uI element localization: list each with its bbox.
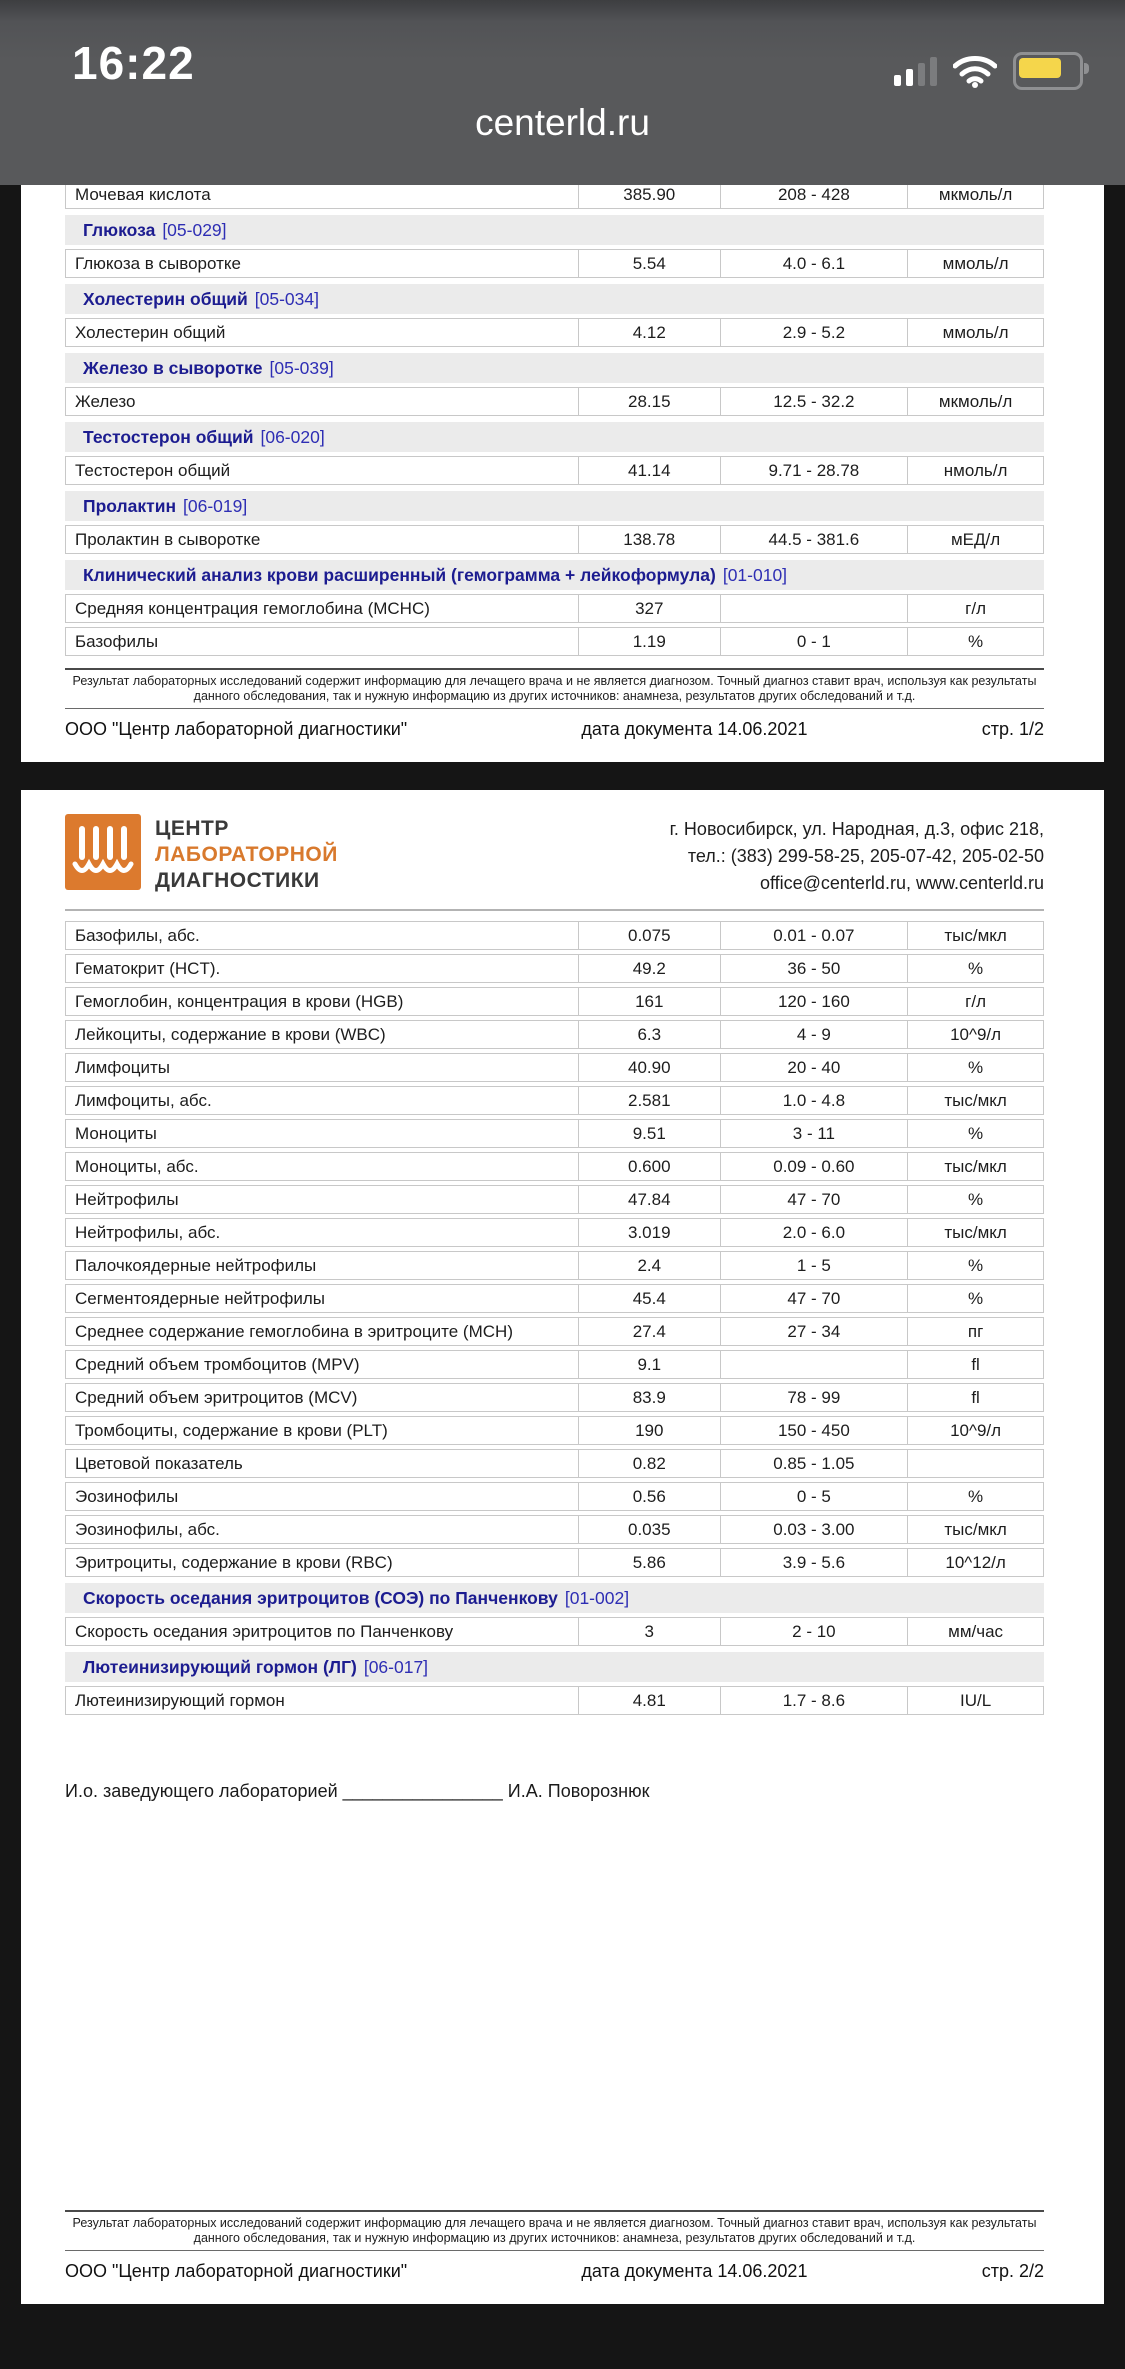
cell-result-value: 4.81 <box>578 1687 720 1714</box>
cell-result-value: 3 <box>578 1618 720 1645</box>
cell-result-value: 45.4 <box>578 1285 720 1312</box>
cell-unit: тыс/мкл <box>907 1153 1043 1180</box>
cell-reference-range: 3 - 11 <box>720 1120 908 1147</box>
battery-icon <box>1013 52 1083 90</box>
signature-line: И.о. заведующего лабораторией ________________ И.А. Поворознюк <box>65 1781 650 1801</box>
lab-brand-text <box>155 814 338 894</box>
footer-page-number: стр. 1/2 <box>981 719 1044 739</box>
cell-reference-range: 120 - 160 <box>720 988 908 1015</box>
cell-test-name: Гемоглобин, концентрация в крови (HGB) <box>75 991 404 1011</box>
lab-address <box>670 814 1044 897</box>
test-result-row <box>65 1119 1044 1148</box>
test-result-row <box>65 1482 1044 1511</box>
cell-test-name: Тестостерон общий <box>75 460 231 480</box>
cell-test-name: Средний объем тромбоцитов (MPV) <box>75 1354 360 1374</box>
test-result-row <box>65 987 1044 1016</box>
section-code: [06-020] <box>260 426 325 447</box>
cell-unit: тыс/мкл <box>907 1516 1043 1543</box>
cell-test-name: Цветовой показатель <box>75 1453 243 1473</box>
cell-reference-range: 208 - 428 <box>720 185 908 208</box>
cell-reference-range: 0 - 1 <box>720 628 908 655</box>
cellular-signal-icon <box>894 56 937 86</box>
cell-result-value: 138.78 <box>578 526 720 553</box>
cell-result-value: 1.19 <box>578 628 720 655</box>
cell-unit: % <box>907 955 1043 982</box>
section-title: Глюкоза <box>83 219 156 240</box>
cell-result-value: 83.9 <box>578 1384 720 1411</box>
test-result-row <box>65 525 1044 554</box>
cell-unit: fl <box>907 1351 1043 1378</box>
cell-result-value: 327 <box>578 595 720 622</box>
cell-unit: мкмоль/л <box>907 185 1043 208</box>
cell-reference-range: 20 - 40 <box>720 1054 908 1081</box>
cell-unit: г/л <box>907 595 1043 622</box>
test-result-row <box>65 1284 1044 1313</box>
cell-unit: г/л <box>907 988 1043 1015</box>
section-code: [01-010] <box>722 564 788 585</box>
footer-org: ООО "Центр лабораторной диагностики" <box>65 719 408 739</box>
cell-unit: тыс/мкл <box>907 1087 1043 1114</box>
test-result-row <box>65 1218 1044 1247</box>
cell-unit: мЕД/л <box>907 526 1043 553</box>
test-result-row <box>65 954 1044 983</box>
test-result-row <box>65 1449 1044 1478</box>
section-code: [05-039] <box>269 357 334 378</box>
cell-unit: 10^12/л <box>907 1549 1043 1576</box>
cell-reference-range: 47 - 70 <box>720 1186 908 1213</box>
cell-unit: нмоль/л <box>907 457 1043 484</box>
cell-test-name: Лимфоциты, абс. <box>75 1090 212 1110</box>
test-result-row <box>65 1515 1044 1544</box>
cell-reference-range <box>720 1351 908 1378</box>
test-result-row <box>65 249 1044 278</box>
section-code: [06-019] <box>183 495 248 516</box>
cell-unit: % <box>907 1483 1043 1510</box>
cell-result-value: 28.15 <box>578 388 720 415</box>
cell-test-name: Моноциты <box>75 1123 157 1143</box>
cell-reference-range: 36 - 50 <box>720 955 908 982</box>
results-table-page1 <box>65 185 1044 660</box>
lab-logo-icon <box>65 814 141 890</box>
cell-test-name: Эритроциты, содержание в крови (RBC) <box>75 1552 393 1572</box>
section-header-row <box>65 422 1044 452</box>
cell-result-value: 41.14 <box>578 457 720 484</box>
cell-reference-range: 2.9 - 5.2 <box>720 319 908 346</box>
cell-test-name: Базофилы, абс. <box>75 925 200 945</box>
cell-test-name: Лютеинизирующий гормон <box>75 1690 285 1710</box>
cell-unit: fl <box>907 1384 1043 1411</box>
footer-date: дата документа 14.06.2021 <box>581 2261 808 2281</box>
section-title: Тестостерон общий <box>83 426 254 447</box>
section-code: [06-017] <box>363 1656 429 1677</box>
document-page-1 <box>21 185 1104 762</box>
section-code: [01-002] <box>564 1587 630 1608</box>
cell-test-name: Холестерин общий <box>75 322 226 342</box>
wifi-icon <box>953 55 997 88</box>
brand-line-3: ДИАГНОСТИКИ <box>155 869 320 892</box>
cell-result-value: 9.51 <box>578 1120 720 1147</box>
status-icons <box>894 52 1083 90</box>
cell-reference-range: 12.5 - 32.2 <box>720 388 908 415</box>
cell-test-name: Мочевая кислота <box>75 185 211 204</box>
cell-unit: % <box>907 1186 1043 1213</box>
cell-reference-range: 2.0 - 6.0 <box>720 1219 908 1246</box>
section-header-row <box>65 284 1044 314</box>
page1-footer <box>65 668 1044 740</box>
cell-result-value: 385.90 <box>578 185 720 208</box>
cell-result-value: 0.075 <box>578 922 720 949</box>
test-result-row <box>65 1686 1044 1715</box>
cell-unit: ммоль/л <box>907 250 1043 277</box>
cell-test-name: Лимфоциты <box>75 1057 171 1077</box>
section-title: Скорость оседания эритроцитов (СОЭ) по Панченкову <box>83 1587 558 1608</box>
cell-reference-range: 1 - 5 <box>720 1252 908 1279</box>
cell-test-name: Пролактин в сыворотке <box>75 529 261 549</box>
cell-unit: мкмоль/л <box>907 388 1043 415</box>
cell-result-value: 0.035 <box>578 1516 720 1543</box>
cell-test-name: Моноциты, абс. <box>75 1156 199 1176</box>
cell-result-value: 5.54 <box>578 250 720 277</box>
cell-result-value: 4.12 <box>578 319 720 346</box>
test-result-row <box>65 1317 1044 1346</box>
cell-result-value: 40.90 <box>578 1054 720 1081</box>
cell-test-name: Эозинофилы, абс. <box>75 1519 220 1539</box>
cell-unit: пг <box>907 1318 1043 1345</box>
cell-unit: ммоль/л <box>907 319 1043 346</box>
browser-header <box>0 0 1125 185</box>
test-result-row <box>65 1086 1044 1115</box>
cell-reference-range: 3.9 - 5.6 <box>720 1549 908 1576</box>
test-result-row <box>65 1185 1044 1214</box>
cell-test-name: Нейтрофилы <box>75 1189 179 1209</box>
cell-reference-range: 0.09 - 0.60 <box>720 1153 908 1180</box>
cell-reference-range: 27 - 34 <box>720 1318 908 1345</box>
cell-reference-range: 4 - 9 <box>720 1021 908 1048</box>
test-result-row <box>65 318 1044 347</box>
test-result-row <box>65 387 1044 416</box>
cell-unit: тыс/мкл <box>907 922 1043 949</box>
cell-reference-range: 1.7 - 8.6 <box>720 1687 908 1714</box>
test-result-row <box>65 185 1044 209</box>
page2-header <box>65 790 1044 897</box>
section-title: Холестерин общий <box>83 288 248 309</box>
cell-test-name: Базофилы <box>75 631 159 651</box>
cell-unit: тыс/мкл <box>907 1219 1043 1246</box>
test-result-row <box>65 1617 1044 1646</box>
cell-reference-range: 0.03 - 3.00 <box>720 1516 908 1543</box>
disclaimer-text: Результат лабораторных исследований содержит информацию для лечащего врача и не является диагнозом. Точный диагноз ставит врач, используя как результаты данного обследования, так и нужную информацию из других источников: анамнеза, результатов других обследований и т.д. <box>72 2216 1037 2245</box>
section-code: [05-034] <box>254 288 319 309</box>
cell-result-value: 49.2 <box>578 955 720 982</box>
cell-unit: % <box>907 1285 1043 1312</box>
lab-brand <box>65 814 338 894</box>
test-result-row <box>65 456 1044 485</box>
page2-footer <box>65 2210 1044 2282</box>
section-header-row <box>65 491 1044 521</box>
address-line: тел.: (383) 299-58-25, 205-07-42, 205-02-50 <box>687 846 1044 866</box>
test-result-row <box>65 1053 1044 1082</box>
section-code: [05-029] <box>162 219 227 240</box>
cell-test-name: Глюкоза в сыворотке <box>75 253 241 273</box>
results-table-page2 <box>65 921 1044 1719</box>
section-header-row <box>65 1583 1044 1613</box>
cell-result-value: 5.86 <box>578 1549 720 1576</box>
cell-test-name: Тромбоциты, содержание в крови (PLT) <box>75 1420 388 1440</box>
section-header-row <box>65 215 1044 245</box>
test-result-row <box>65 1251 1044 1280</box>
cell-test-name: Сегментоядерные нейтрофилы <box>75 1288 325 1308</box>
section-title: Лютеинизирующий гормон (ЛГ) <box>83 1656 357 1677</box>
test-result-row <box>65 1350 1044 1379</box>
cell-result-value: 0.56 <box>578 1483 720 1510</box>
section-title: Клинический анализ крови расширенный (гемограмма + лейкоформула) <box>83 564 716 585</box>
cell-reference-range: 4.0 - 6.1 <box>720 250 908 277</box>
footer-date: дата документа 14.06.2021 <box>581 719 808 739</box>
section-title: Пролактин <box>83 495 177 516</box>
cell-test-name: Среднее содержание гемоглобина в эритроците (MCH) <box>75 1321 513 1341</box>
cell-result-value: 3.019 <box>578 1219 720 1246</box>
section-header-row <box>65 1652 1044 1682</box>
cell-result-value: 161 <box>578 988 720 1015</box>
test-result-row <box>65 1548 1044 1577</box>
header-divider <box>65 909 1044 911</box>
address-line: office@centerld.ru, www.centerld.ru <box>759 873 1044 893</box>
cell-unit <box>907 1450 1043 1477</box>
cell-test-name: Железо <box>75 391 136 411</box>
section-header-row <box>65 560 1044 590</box>
test-result-row <box>65 1152 1044 1181</box>
test-result-row <box>65 1020 1044 1049</box>
cell-result-value: 47.84 <box>578 1186 720 1213</box>
cell-reference-range <box>720 595 908 622</box>
cell-result-value: 2.581 <box>578 1087 720 1114</box>
test-result-row <box>65 1416 1044 1445</box>
cell-test-name: Гематокрит (HCT). <box>75 958 221 978</box>
cell-unit: % <box>907 1054 1043 1081</box>
status-time: 16:22 <box>72 37 195 89</box>
cell-result-value: 27.4 <box>578 1318 720 1345</box>
address-line: г. Новосибирск, ул. Народная, д.3, офис 218, <box>669 819 1044 839</box>
cell-test-name: Лейкоциты, содержание в крови (WBC) <box>75 1024 386 1044</box>
cell-unit: 10^9/л <box>907 1021 1043 1048</box>
footer-org: ООО "Центр лабораторной диагностики" <box>65 2261 408 2281</box>
cell-reference-range: 9.71 - 28.78 <box>720 457 908 484</box>
cell-result-value: 6.3 <box>578 1021 720 1048</box>
cell-result-value: 0.82 <box>578 1450 720 1477</box>
cell-test-name: Нейтрофилы, абс. <box>75 1222 221 1242</box>
section-title: Железо в сыворотке <box>83 357 263 378</box>
brand-line-2: ЛАБОРАТОРНОЙ <box>155 843 338 866</box>
cell-reference-range: 47 - 70 <box>720 1285 908 1312</box>
cell-unit: мм/час <box>907 1618 1043 1645</box>
test-result-row <box>65 1383 1044 1412</box>
cell-reference-range: 1.0 - 4.8 <box>720 1087 908 1114</box>
cell-reference-range: 0.01 - 0.07 <box>720 922 908 949</box>
test-result-row <box>65 921 1044 950</box>
cell-result-value: 9.1 <box>578 1351 720 1378</box>
cell-test-name: Скорость оседания эритроцитов по Панченкову <box>75 1621 454 1641</box>
document-page-2 <box>21 790 1104 2304</box>
cell-result-value: 2.4 <box>578 1252 720 1279</box>
test-result-row <box>65 594 1044 623</box>
cell-reference-range: 78 - 99 <box>720 1384 908 1411</box>
cell-reference-range: 150 - 450 <box>720 1417 908 1444</box>
cell-result-value: 190 <box>578 1417 720 1444</box>
cell-unit: 10^9/л <box>907 1417 1043 1444</box>
cell-result-value: 0.600 <box>578 1153 720 1180</box>
cell-unit: IU/L <box>907 1687 1043 1714</box>
disclaimer-text: Результат лабораторных исследований содержит информацию для лечащего врача и не является диагнозом. Точный диагноз ставит врач, используя как результаты данного обследования, так и нужную информацию из других источников: анамнеза, результатов других обследований и т.д. <box>72 674 1037 703</box>
cell-test-name: Палочкоядерные нейтрофилы <box>75 1255 317 1275</box>
cell-reference-range: 0 - 5 <box>720 1483 908 1510</box>
cell-reference-range: 2 - 10 <box>720 1618 908 1645</box>
address-bar-title[interactable]: centerld.ru <box>475 102 650 143</box>
cell-test-name: Эозинофилы <box>75 1486 179 1506</box>
cell-reference-range: 44.5 - 381.6 <box>720 526 908 553</box>
brand-line-1: ЦЕНТР <box>155 817 229 840</box>
cell-unit: % <box>907 1120 1043 1147</box>
cell-test-name: Средний объем эритроцитов (MCV) <box>75 1387 358 1407</box>
cell-reference-range: 0.85 - 1.05 <box>720 1450 908 1477</box>
section-header-row <box>65 353 1044 383</box>
cell-test-name: Средняя концентрация гемоглобина (MCHC) <box>75 598 430 618</box>
cell-unit: % <box>907 1252 1043 1279</box>
cell-unit: % <box>907 628 1043 655</box>
test-result-row <box>65 627 1044 656</box>
footer-page-number: стр. 2/2 <box>981 2261 1044 2281</box>
